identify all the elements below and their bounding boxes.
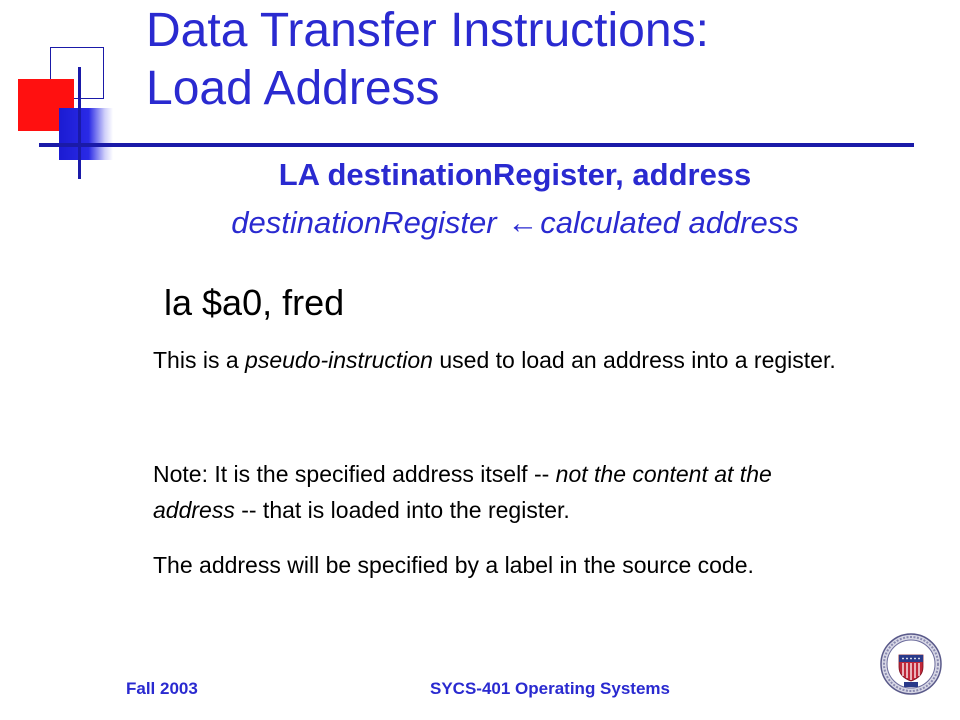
slide-title-line-1: Data Transfer Instructions: — [146, 4, 709, 57]
instruction-semantics — [0, 205, 960, 241]
para-pseudo-text-2: used to load an address into a register. — [432, 347, 836, 373]
slide-title — [146, 2, 916, 118]
left-arrow-icon: ← — [507, 205, 539, 240]
university-seal-icon — [880, 633, 942, 695]
paragraph-pseudo-instruction — [153, 342, 836, 378]
instruction-syntax: LA destinationRegister, address — [278, 157, 752, 192]
footer-course: SYCS-401 Operating Systems — [430, 679, 670, 698]
footer-semester: Fall 2003 — [126, 679, 198, 698]
para-pseudo-text-1: This is a — [153, 347, 246, 373]
example-code: la $a0, fred — [164, 282, 345, 323]
title-underline-rule — [39, 143, 914, 147]
semantics-source: calculated address — [540, 205, 799, 240]
para-note-text-2: -- that is loaded into the register. — [234, 497, 570, 523]
paragraph-label: The address will be specified by a label in the source code. — [153, 552, 754, 578]
paragraph-note — [153, 456, 853, 528]
para-note-text-1: Note: It is the specified address itself -- — [153, 461, 556, 487]
para-pseudo-emphasis: pseudo-instruction — [245, 347, 433, 373]
semantics-destination: destinationRegister — [231, 205, 497, 240]
decorative-blue-square — [59, 108, 113, 160]
slide-title-line-2: Load Address — [146, 62, 440, 115]
para-note-emphasis: not the content at the address — [153, 461, 772, 523]
